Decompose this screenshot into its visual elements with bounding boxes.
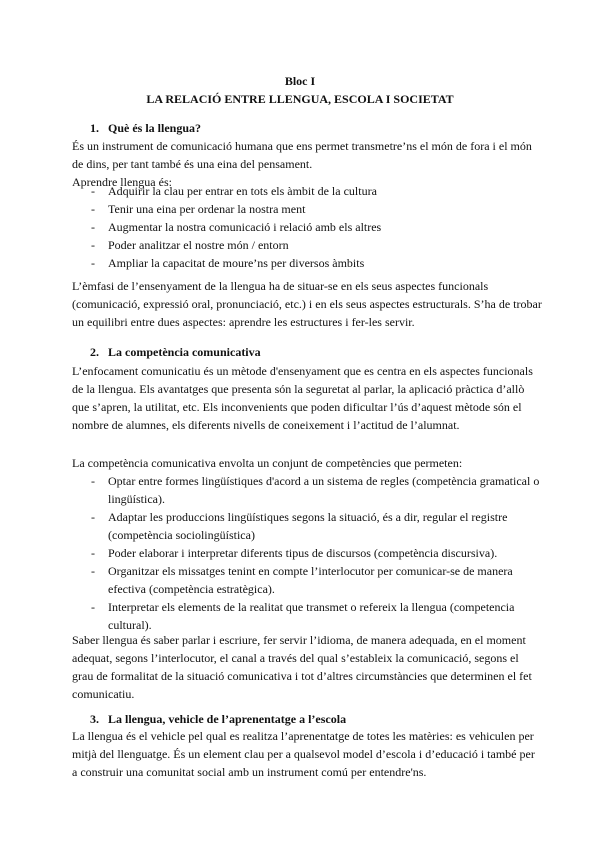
section-1-closing: L’èmfasi de l’ensenyament de la llengua ha de situar-se en els seus aspectes funcionals (comunicació, expressió oral, pronunciació, etc.) i en els seus aspectes estructurals. S’ha de trobar un equilibri entre dues aspectes: aprendre les estructures i fer-les servir. (72, 279, 542, 329)
section-number: 2. (90, 345, 99, 359)
document-title: LA RELACIÓ ENTRE LLENGUA, ESCOLA I SOCIETAT (146, 92, 454, 106)
section-title: Què és la llengua? (108, 121, 202, 135)
section-1-heading (90, 121, 201, 136)
list-item: - Augmentar la nostra comunicació i relació amb els altres (72, 218, 542, 236)
section-number: 1. (90, 121, 99, 135)
list-item: - Poder analitzar el nostre món / entorn (72, 236, 542, 254)
bloc-label: Bloc I (284, 74, 316, 88)
section-number: 3. (90, 712, 99, 726)
list-item: - Ampliar la capacitat de moure’ns per diversos àmbits (72, 254, 542, 272)
section-1-list (72, 182, 542, 272)
section-3-heading (90, 712, 346, 727)
list-item: - Optar entre formes lingüístiques d'acord a un sistema de regles (competència gramatical o lingüística). (72, 472, 542, 508)
section-title: La competència comunicativa (108, 345, 261, 359)
list-item: - Adaptar les produccions lingüístiques segons la situació, és a dir, regular el registre (competència sociolingüística) (72, 508, 542, 544)
list-item: - Poder elaborar i interpretar diferents tipus de discursos (competència discursiva). (72, 544, 542, 562)
section-1-intro: És un instrument de comunicació humana que ens permet transmetre’ns el món de fora i el món de dins, per tant també és una eina del pensament. (72, 139, 532, 171)
list-item: - Organitzar els missatges tenint en compte l’interlocutor per comunicar-se de manera efectiva (competència estratègica). (72, 562, 542, 598)
section-2-heading (90, 345, 261, 360)
list-item: - Adquirir la clau per entrar en tots els àmbit de la cultura (72, 182, 542, 200)
section-title: La llengua, vehicle de l’aprenentatge a l’escola (108, 712, 347, 726)
section-3-intro: La llengua és el vehicle pel qual es realitza l’aprenentatge de totes les matèries: es vehiculen per mitjà del llenguatge. És un element clau per a qualsevol model d’escola i d’educació i també per a construir una comunitat social amb un instrument comú per entendre'ns. (72, 729, 535, 779)
section-2-list-intro: La competència comunicativa envolta un conjunt de competències que permeten: (72, 456, 463, 470)
list-item: - Tenir una eina per ordenar la nostra ment (72, 200, 542, 218)
section-2-list (72, 472, 542, 634)
section-1-list-intro: Aprendre llengua és: (72, 175, 172, 189)
section-2-intro: L’enfocament comunicatiu és un mètode d'ensenyament que es centra en els aspectes funcionals de la llengua. Els avantatges que presenta són la seguretat al parlar, la aplicació pràctica d’allò que s’apren, la utilitat, etc. Els inconvenients que poden dificultar l’ús d’aquest mètode són el nombre de alumnes, els diferents nivells de coneixement i l’actitud de l’alumnat. (72, 364, 533, 432)
list-item: - Interpretar els elements de la realitat que transmet o refereix la llengua (competencia cultural). (72, 598, 542, 634)
section-2-closing: Saber llengua és saber parlar i escriure, fer servir l’idioma, de manera adequada, en el moment adequat, segons l’interlocutor, el canal a través del qual s’estableix la comunicació, segons el grau de formalitat de la situació comunicativa i tot d’altres circumstàncies que determinen el fet comunicatiu. (72, 633, 532, 701)
